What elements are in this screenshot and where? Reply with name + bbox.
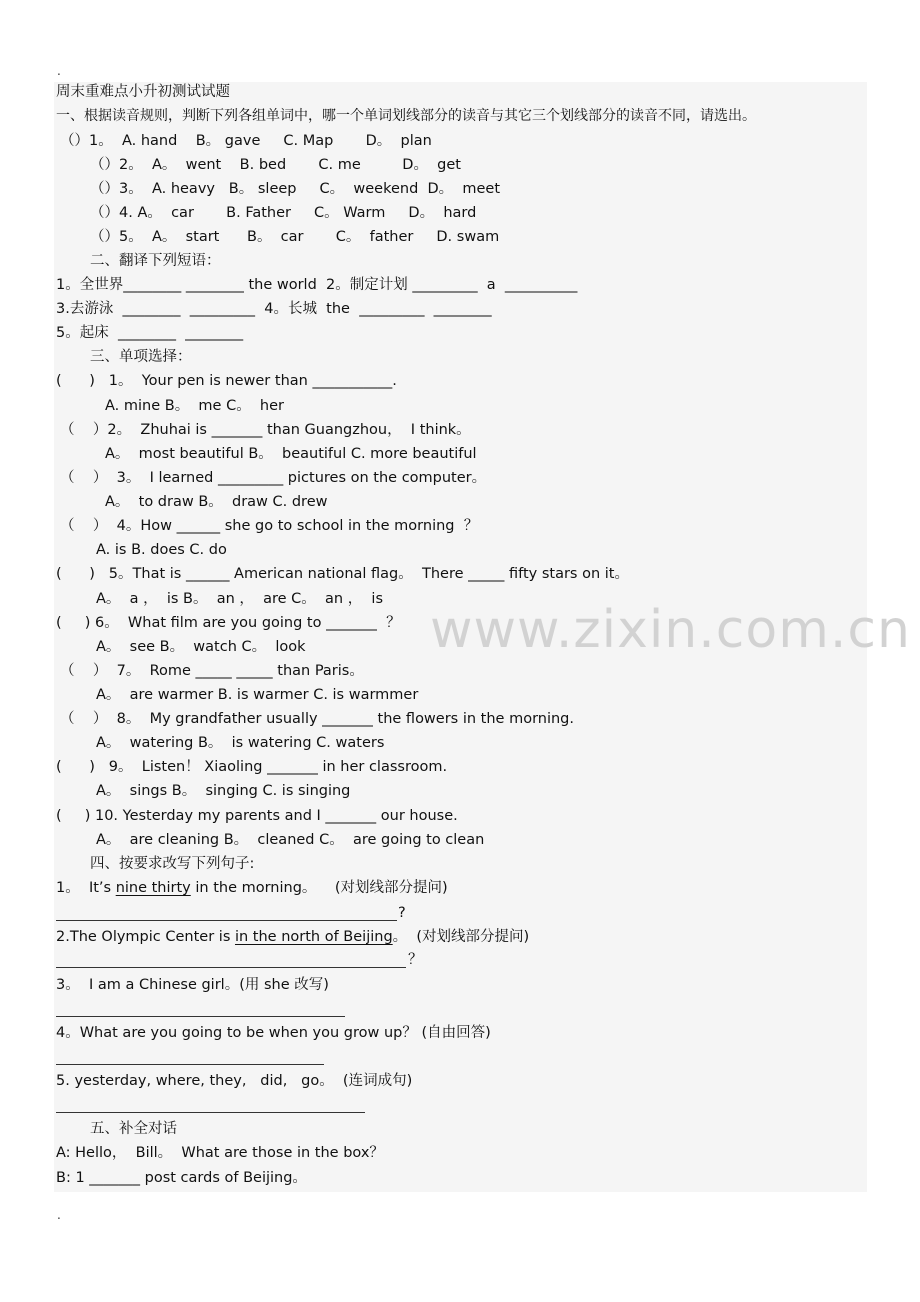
s4-sentence-4: 4。What are you going to be when you grow up？ (自由回答) [56,1025,491,1041]
s3-options-9: A。 sings B。 singing C. is singing [96,783,351,799]
watermark: www.zixin.com.cn [430,600,911,660]
s4-s1-underlined: nine thirty [115,880,191,896]
s3-options-6: A。 see B。 watch C。 look [96,639,306,655]
answer-line-2 [56,967,406,968]
page-bottom-mark: . [57,1208,61,1222]
s1-question-1: （）1。 A. hand B。 gave C. Map D。 plan [60,133,432,149]
s1-question-3: （）3。 A. heavy B。 sleep C。 weekend D。 meet [90,181,501,197]
s3-question-6: ( ) 6。 What film are you going to _______ ？ [56,615,401,631]
s3-options-7: A。 are warmer B. is warmer C. is warmmer [96,687,419,703]
dialogue-b1: B: 1 _______ post cards of Beijing。 [56,1170,307,1186]
s3-question-8: （ ） 8。 My grandfather usually _______ the flowers in the morning. [60,711,574,727]
s3-question-10: ( ) 10. Yesterday my parents and I _______ our house. [56,808,458,824]
s3-options-8: A。 watering B。 is watering C. waters [96,735,385,751]
s1-question-2: （）2。 A。 went B. bed C. me D。 get [90,157,461,173]
s3-question-3: （ ） 3。 I learned _________ pictures on the computer。 [60,470,487,486]
s3-question-9: ( ) 9。 Listen！ Xiaoling _______ in her classroom. [56,759,448,775]
s3-question-5: ( ) 5。That is ______ American national flag。 There _____ fifty stars on it。 [56,566,629,582]
s4-s2-underlined: in the north of Beijing [234,929,393,945]
worksheet-title: 周末重难点小升初测试试题 [56,84,230,100]
answer-line-3 [56,1016,345,1017]
s4-s1-prefix: 1。 It’s [56,880,116,896]
s4-s2-prefix: 2.The Olympic Center is [56,929,235,945]
section1-heading: 一、根据读音规则，判断下列各组单词中，哪一个单词划线部分的读音与其它三个划线部分的读音不同，请选出。 [56,108,756,124]
s3-options-2: A。 most beautiful B。 beautiful C. more beautiful [105,446,477,462]
s2-line-1: 1。全世界________ ________ the world 2。制定计划 _________ a __________ [56,277,578,293]
s3-question-4: （ ） 4。How ______ she go to school in the morning ？ [60,518,479,534]
section4-heading: 四、按要求改写下列句子: [90,856,255,872]
s2-line-3: 5。起床 ________ ________ [56,325,244,341]
s3-options-1: A. mine B。 me C。 her [105,398,284,414]
s3-options-10: A。 are cleaning B。 cleaned C。 are going to clean [96,832,485,848]
s4-s2-suffix: 。 (对划线部分提问) [392,929,530,945]
s1-question-5: （）5。 A。 start B。 car C。 father D. swam [90,229,500,245]
s4-sentence-1 [56,878,448,898]
s1-question-4: （）4. A。 car B. Father C。 Warm D。 hard [90,205,477,221]
answer-line-5 [56,1112,365,1113]
answer-line-1 [56,920,397,921]
section5-heading: 五、补全对话 [90,1121,177,1137]
s3-options-4: A. is B. does C. do [96,542,227,558]
answer-line-4 [56,1064,324,1065]
s3-question-1: ( ) 1。 Your pen is newer than ___________. [56,373,397,389]
answer-line-1-end: ? [398,905,406,921]
s4-sentence-3: 3。 I am a Chinese girl。(用 she 改写) [56,977,329,993]
s3-options-3: A。 to draw B。 draw C. drew [105,494,328,510]
s4-sentence-2 [56,927,529,947]
section3-heading: 三、单项选择： [90,349,192,365]
s3-question-7: （ ） 7。 Rome _____ _____ than Paris。 [60,663,364,679]
s3-question-2: （ ）2。 Zhuhai is _______ than Guangzhou， I think。 [60,422,471,438]
s3-options-5: A。 a ， is B。 an ， are C。 an ， is [96,591,383,607]
s4-sentence-5: 5. yesterday, where, they, did, go。 (连词成句) [56,1073,413,1089]
s2-line-2: 3.去游泳 ________ _________ 4。长城 the _________ ________ [56,301,492,317]
dialogue-a1: A: Hello， Bill。 What are those in the box？ [56,1145,384,1161]
page-top-mark: . [57,64,61,78]
s4-s1-suffix: in the morning。 (对划线部分提问) [190,880,448,896]
section2-heading: 二、翻译下列短语： [90,253,221,269]
answer-line-2-end: ？ [408,952,423,968]
